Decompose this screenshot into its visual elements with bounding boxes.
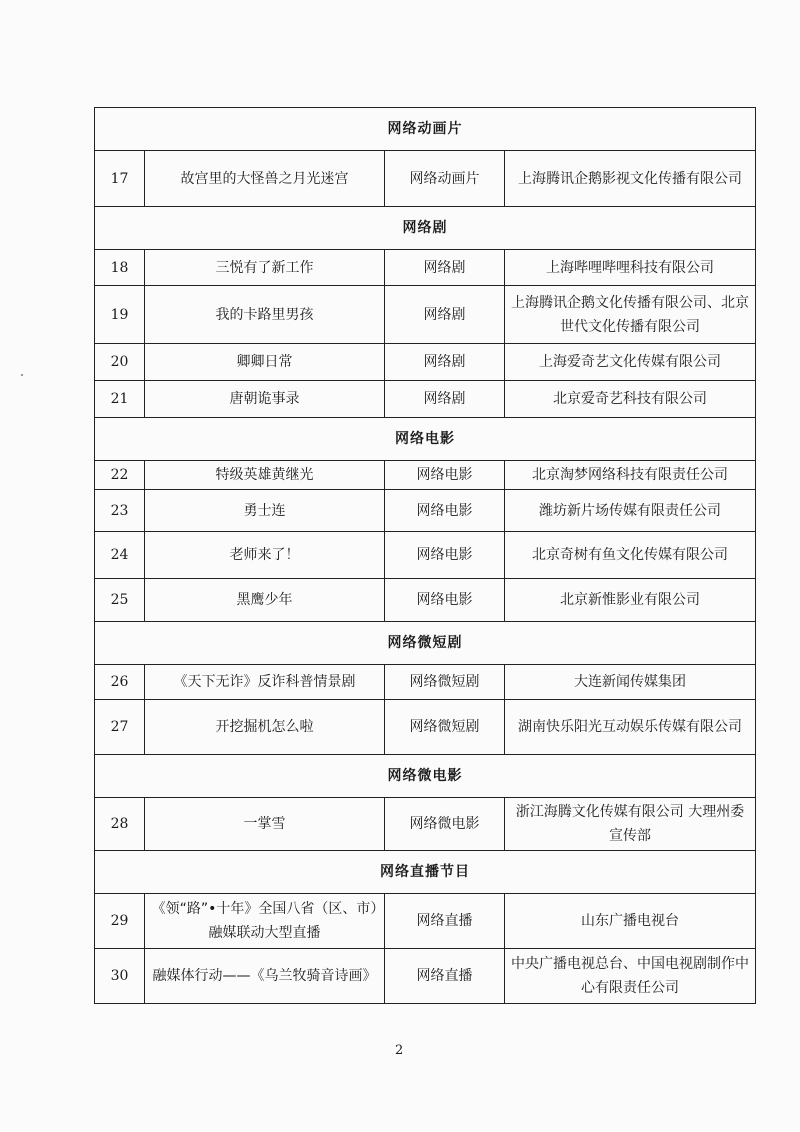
work-category: 网络剧	[385, 250, 505, 286]
work-category: 网络电影	[385, 579, 505, 622]
producer-company: 北京奇树有鱼文化传媒有限公司	[505, 532, 756, 579]
work-title: 三悦有了新工作	[145, 250, 385, 286]
row-number: 19	[95, 286, 145, 344]
row-number: 29	[95, 894, 145, 949]
award-list-table	[94, 107, 756, 1004]
section-title: 网络微电影	[95, 755, 756, 798]
producer-company: 潍坊新片场传媒有限责任公司	[505, 490, 756, 532]
work-category: 网络动画片	[385, 151, 505, 207]
work-title: 《天下无诈》反诈科普情景剧	[145, 665, 385, 700]
table-row	[95, 532, 756, 579]
section-header-row	[95, 755, 756, 798]
section-header-row	[95, 207, 756, 250]
table-row	[95, 490, 756, 532]
section-header-row	[95, 108, 756, 151]
section-title: 网络电影	[95, 418, 756, 461]
table-row	[95, 579, 756, 622]
row-number: 30	[95, 949, 145, 1004]
work-category: 网络电影	[385, 532, 505, 579]
row-number: 28	[95, 798, 145, 851]
row-number: 18	[95, 250, 145, 286]
producer-company: 上海腾讯企鹅文化传播有限公司、北京世代文化传播有限公司	[505, 286, 756, 344]
table-row	[95, 461, 756, 490]
section-header-row	[95, 418, 756, 461]
section-title: 网络直播节目	[95, 851, 756, 894]
work-title: 我的卡路里男孩	[145, 286, 385, 344]
producer-company: 大连新闻传媒集团	[505, 665, 756, 700]
row-number: 23	[95, 490, 145, 532]
producer-company: 上海爱奇艺文化传媒有限公司	[505, 344, 756, 381]
table-row	[95, 949, 756, 1004]
section-header-row	[95, 851, 756, 894]
work-title: 特级英雄黄继光	[145, 461, 385, 490]
table-row	[95, 665, 756, 700]
work-title: 黑鹰少年	[145, 579, 385, 622]
table-row	[95, 344, 756, 381]
producer-company: 北京淘梦网络科技有限责任公司	[505, 461, 756, 490]
work-title: 开挖掘机怎么啦	[145, 700, 385, 755]
work-category: 网络直播	[385, 894, 505, 949]
work-category: 网络电影	[385, 490, 505, 532]
table-row	[95, 250, 756, 286]
producer-company: 浙江海腾文化传媒有限公司 大理州委宣传部	[505, 798, 756, 851]
page-number: 2	[395, 1043, 404, 1058]
scan-margin-mark	[21, 374, 23, 376]
work-category: 网络微短剧	[385, 700, 505, 755]
table-row	[95, 286, 756, 344]
section-header-row	[95, 622, 756, 665]
work-title: 《领“路”•十年》全国八省（区、市）融媒联动大型直播	[145, 894, 385, 949]
producer-company: 湖南快乐阳光互动娱乐传媒有限公司	[505, 700, 756, 755]
row-number: 27	[95, 700, 145, 755]
row-number: 26	[95, 665, 145, 700]
row-number: 22	[95, 461, 145, 490]
table-row	[95, 700, 756, 755]
row-number: 20	[95, 344, 145, 381]
table-row	[95, 798, 756, 851]
work-category: 网络电影	[385, 461, 505, 490]
producer-company: 北京爱奇艺科技有限公司	[505, 381, 756, 418]
work-category: 网络微电影	[385, 798, 505, 851]
producer-company: 山东广播电视台	[505, 894, 756, 949]
table-row	[95, 894, 756, 949]
work-title: 唐朝诡事录	[145, 381, 385, 418]
row-number: 25	[95, 579, 145, 622]
producer-company: 上海腾讯企鹅影视文化传播有限公司	[505, 151, 756, 207]
work-category: 网络剧	[385, 344, 505, 381]
section-title: 网络动画片	[95, 108, 756, 151]
producer-company: 北京新惟影业有限公司	[505, 579, 756, 622]
row-number: 24	[95, 532, 145, 579]
work-category: 网络剧	[385, 381, 505, 418]
work-category: 网络剧	[385, 286, 505, 344]
section-title: 网络剧	[95, 207, 756, 250]
work-title: 卿卿日常	[145, 344, 385, 381]
table-row	[95, 381, 756, 418]
work-category: 网络微短剧	[385, 665, 505, 700]
row-number: 21	[95, 381, 145, 418]
producer-company: 中央广播电视总台、中国电视剧制作中心有限责任公司	[505, 949, 756, 1004]
work-title: 融媒体行动——《乌兰牧骑音诗画》	[145, 949, 385, 1004]
table-row	[95, 151, 756, 207]
section-title: 网络微短剧	[95, 622, 756, 665]
work-title: 故宫里的大怪兽之月光迷宫	[145, 151, 385, 207]
work-category: 网络直播	[385, 949, 505, 1004]
row-number: 17	[95, 151, 145, 207]
producer-company: 上海哔哩哔哩科技有限公司	[505, 250, 756, 286]
work-title: 一掌雪	[145, 798, 385, 851]
work-title: 勇士连	[145, 490, 385, 532]
work-title: 老师来了！	[145, 532, 385, 579]
